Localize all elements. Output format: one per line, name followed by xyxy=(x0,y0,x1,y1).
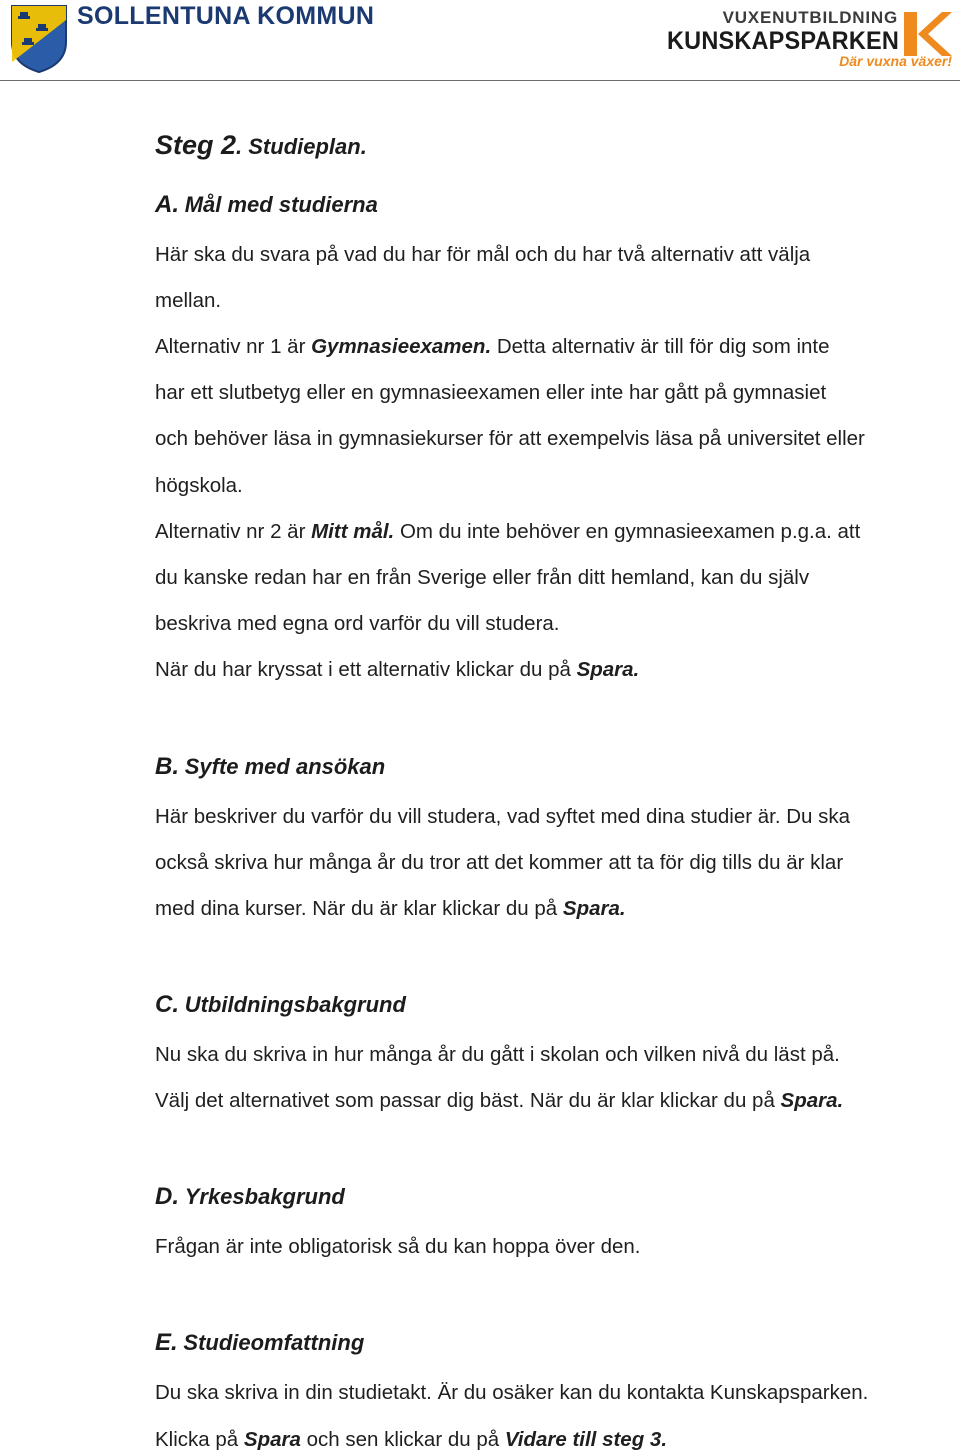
section-letter: D. xyxy=(155,1183,179,1210)
text-run: Alternativ nr 2 är xyxy=(155,520,312,543)
section-c-heading xyxy=(155,993,406,1017)
paragraph-line: också skriva hur många år du tror att det kommer att ta för dig tills du är klar xyxy=(155,851,844,874)
term-spara: Spara xyxy=(243,1428,301,1451)
text-run: Klicka på xyxy=(155,1428,244,1451)
term-gymnasieexamen: Gymnasieexamen. xyxy=(311,335,492,358)
page-title xyxy=(155,132,367,159)
term-spara: Spara. xyxy=(780,1089,844,1112)
paragraph-line: Du ska skriva in din studietakt. Är du osäker kan du kontakta Kunskapsparken. xyxy=(155,1381,869,1404)
paragraph-line: Här ska du svara på vad du har för mål och du har två alternativ att välja xyxy=(155,243,811,266)
paragraph-line: och behöver läsa in gymnasiekurser för att exempelvis läsa på universitet eller xyxy=(155,427,865,450)
section-title: Studieomfattning xyxy=(183,1330,365,1355)
text-run: Om du inte behöver en gymnasieexamen p.g.a. att xyxy=(394,520,861,543)
paragraph-line: mellan. xyxy=(155,289,222,312)
term-vidare-till-steg-3: Vidare till steg 3. xyxy=(504,1428,668,1451)
sollentuna-crest-logo xyxy=(8,2,70,74)
kommun-name: SOLLENTUNA KOMMUN xyxy=(77,2,375,30)
paragraph-line: högskola. xyxy=(155,474,243,497)
paragraph-line xyxy=(155,522,860,543)
title-step: Steg 2 xyxy=(155,130,237,160)
section-title: Yrkesbakgrund xyxy=(184,1184,345,1209)
section-e-heading xyxy=(155,1331,364,1355)
section-title: Mål med studierna xyxy=(184,192,378,217)
paragraph-line xyxy=(155,899,626,920)
logo-kunskapsparken: KUNSKAPSPARKEN xyxy=(667,27,900,55)
paragraph-line xyxy=(155,1091,843,1112)
paragraph-line xyxy=(155,337,830,358)
page-header xyxy=(0,0,960,81)
section-letter: C. xyxy=(155,991,179,1018)
section-letter: A. xyxy=(155,191,179,218)
k-logo-icon xyxy=(898,10,952,58)
section-b-heading xyxy=(155,755,385,779)
paragraph-line xyxy=(155,660,639,681)
section-letter: B. xyxy=(155,753,179,780)
section-letter: E. xyxy=(155,1329,178,1356)
logo-vuxenutbildning: VUXENUTBILDNING xyxy=(722,8,898,27)
paragraph-line: du kanske redan har en från Sverige eller från ditt hemland, kan du själv xyxy=(155,566,810,589)
kunskapsparken-logo xyxy=(664,8,956,70)
section-a-heading xyxy=(155,193,378,217)
paragraph-line: Nu ska du skriva in hur många år du gått i skolan och vilken nivå du läst på. xyxy=(155,1043,840,1066)
logo-tagline: Där vuxna växer! xyxy=(839,53,952,69)
term-mitt-mal: Mitt mål. xyxy=(311,520,395,543)
paragraph-line: Här beskriver du varför du vill studera, vad syftet med dina studier är. Du ska xyxy=(155,805,851,828)
text-run: När du har kryssat i ett alternativ klickar du på xyxy=(155,658,577,681)
paragraph-line xyxy=(155,1430,667,1451)
section-title: Syfte med ansökan xyxy=(184,754,386,779)
paragraph-line: Frågan är inte obligatorisk så du kan hoppa över den. xyxy=(155,1235,641,1258)
section-d-heading xyxy=(155,1185,345,1209)
text-run: med dina kurser. När du är klar klickar du på xyxy=(155,897,563,920)
text-run: Välj det alternativet som passar dig bäst. När du är klar klickar du på xyxy=(155,1089,781,1112)
text-run: Alternativ nr 1 är xyxy=(155,335,312,358)
text-run: Detta alternativ är till för dig som inte xyxy=(491,335,830,358)
term-spara: Spara. xyxy=(576,658,640,681)
term-spara: Spara. xyxy=(562,897,626,920)
section-title: Utbildningsbakgrund xyxy=(184,992,406,1017)
paragraph-line: har ett slutbetyg eller en gymnasieexamen eller inte har gått på gymnasiet xyxy=(155,381,827,404)
paragraph-line: beskriva med egna ord varför du vill studera. xyxy=(155,612,560,635)
title-rest: . Studieplan. xyxy=(236,134,367,159)
text-run: och sen klickar du på xyxy=(300,1428,505,1451)
